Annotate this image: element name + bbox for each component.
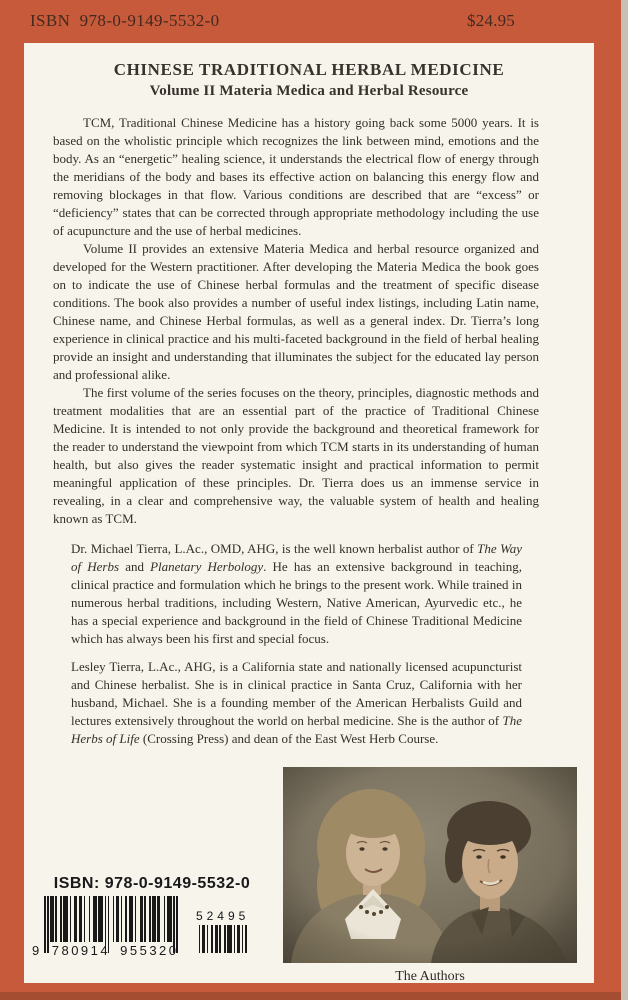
price-label: $24.95: [467, 11, 515, 30]
body-paragraph-3: The first volume of the series focuses on the theory, principles, diagnostic methods and treatment modalities that are an essential part of the practice of Traditional Chinese Medicine. It is intended to not only provide the background and theoretical framework for the reader to understand the viewpoint from which TCM starts in its understanding of human health, but also gives the reader systematic insight and practical information to permit meaningful application of these principles. Dr. Tierra does us an immense service in revealing, in a clear and comprehensive way, the valuable system of health and healing known as TCM.: [53, 385, 539, 526]
photo-caption: The Authors: [395, 969, 465, 984]
author-bio-michael: Dr. Michael Tierra, L.Ac., OMD, AHG, is the well known herbalist author of The Way of Herbs and Planetary Herbology. He has an extensive background in teaching, clinical practice and formulation which he brings to the present work. While trained in numerous herbal traditions, including Western, Native American, Ayurvedic etc., he has a special experience and background in the field of Chinese Traditional Medicine which has always been his first and special focus.: [71, 541, 523, 646]
book-title: CHINESE TRADITIONAL HERBAL MEDICINE: [113, 60, 505, 79]
body-paragraph-1: TCM, Traditional Chinese Medicine has a history going back some 5000 years. It is based on the wholistic principle which recognizes the link between mind, emotions and the body. As an “energetic” healing science, it understands the electrical flow of energy through the meridians of the body and bases its effective action on balancing this energy flow and removing blockages in that flow. Various conditions are described that are “excess” or “deficiency” states that can be corrected through appropriate methodology including the use of acupuncture and the use of herbal medicines.: [53, 115, 539, 238]
barcode-digit-lead: 9: [32, 943, 42, 958]
scan-edge-bottom: [0, 992, 628, 1000]
isbn-top-label: ISBN 978-0-9149-5532-0: [30, 11, 220, 30]
body-text: [53, 114, 539, 528]
barcode-digit-group1: 780914: [51, 943, 111, 958]
author-bio-lesley: Lesley Tierra, L.Ac., AHG, is a California state and nationally licensed acupuncturist and Chinese herbalist. She is in clinical practice in Santa Cruz, California with her husband, Michael. She is a founding member of the American Herbalists Guild and lectures extensively throughout the world on herbal medicine. She is the author of The Herbs of Life (Crossing Press) and dean of the East West Herb Course.: [71, 659, 522, 746]
supplement-digits: 52495: [195, 909, 250, 923]
supplement-bars: [199, 925, 247, 953]
authors-photo: [283, 767, 577, 963]
supplement-barcode: [196, 909, 249, 953]
barcode-block: [32, 875, 272, 958]
body-paragraph-2: Volume II provides an extensive Materia Medica and herbal resource organized and developed for the Western practitioner. After developing the Materia Medica the book goes on to indicate the use of Chinese herbal formulas and the treatment of specific disease conditions. The book also provides a number of useful index listings, including Latin name, Chinese name, and Chinese Herbal formulas, as well as a general index. Dr. Tierra’s long experience in clinical practice and his multi-faceted background in the field of herbal healing provide an insight and understanding that illuminates the subject for the educated lay person and professional alike.: [53, 241, 539, 382]
book-subtitle: Volume II Materia Medica and Herbal Resource: [149, 83, 469, 99]
barcode-isbn-label: ISBN: 978-0-9149-5532-0: [53, 875, 251, 892]
scan-edge-right: [621, 0, 628, 1000]
barcode-digit-group2: 955320: [120, 943, 179, 958]
cover-panel: [24, 43, 594, 983]
